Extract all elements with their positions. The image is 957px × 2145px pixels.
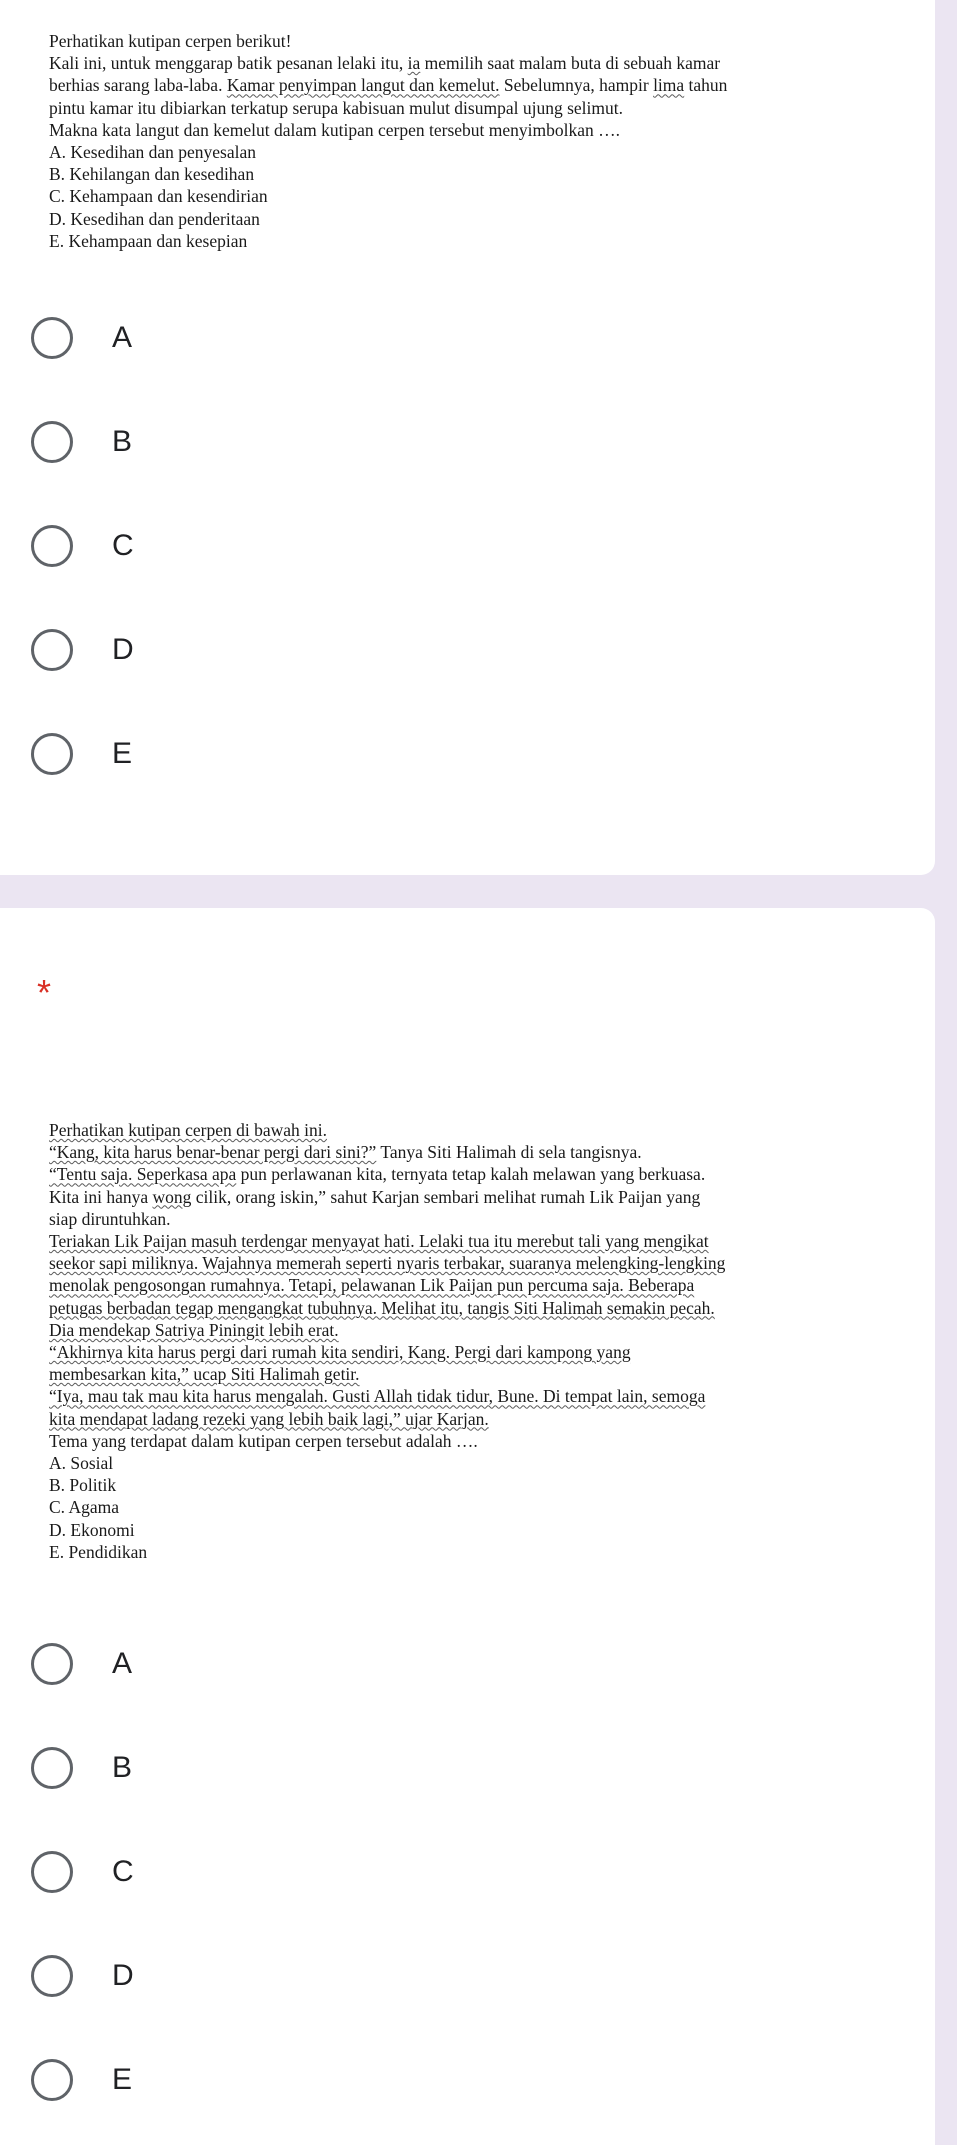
passage-segment-underlined: “Tentu saja. Seperkasa apa [49, 1164, 237, 1185]
passage-segment: cilik, orang iskin,” sahut Karjan sembari melihat rumah Lik Paijan yang [191, 1186, 701, 1207]
question-2-passage-line: Dia mendekap Satriya Piningit lebih erat. [49, 1319, 339, 1340]
question-2-passage-line: menolak pengosongan rumahnya. Tetapi, pelawanan Lik Paijan pun percuma saja. Beberapa [49, 1275, 695, 1296]
question-1-choice: D. Kesedihan dan penderitaan [49, 208, 260, 229]
radio-button[interactable] [31, 1851, 73, 1893]
option-label: A [112, 1647, 133, 1680]
option-label: E [112, 2063, 133, 2096]
passage-segment: pun perlawanan kita, ternyata tetap kalah melawan yang berkuasa. [236, 1164, 706, 1185]
option-label: B [112, 425, 133, 458]
radio-button[interactable] [31, 733, 73, 775]
option-label: A [112, 321, 133, 354]
question-1-option-a[interactable] [0, 287, 935, 391]
radio-button[interactable] [31, 1643, 73, 1685]
radio-button[interactable] [31, 629, 73, 671]
option-label: B [112, 1751, 133, 1784]
question-2-choice: D. Ekonomi [49, 1519, 135, 1540]
passage-segment-underlined: ia [407, 53, 421, 74]
question-2-option-e[interactable] [0, 2029, 935, 2133]
question-2-passage-line: Teriakan Lik Paijan masuh terdengar menyayat hati. Lelaki tua itu merebut tali yang mengikat [49, 1231, 709, 1252]
question-1-choice: E. Kehampaan dan kesepian [49, 230, 248, 251]
question-1-choice: B. Kehilangan dan kesedihan [49, 164, 255, 185]
question-1-radio-group [0, 287, 935, 807]
question-1-option-b[interactable] [0, 391, 935, 495]
question-2-text [49, 1119, 929, 1563]
option-label: D [112, 633, 134, 666]
question-card-1 [0, 0, 935, 875]
passage-segment: memilih saat malam buta di sebuah kamar [420, 53, 721, 74]
question-1-text [49, 30, 929, 252]
option-label: C [112, 1855, 134, 1888]
question-2-passage-line: petugas berbadan tegap mengangkat tubuhnya. Melihat itu, tangis Siti Halimah semakin pecah. [49, 1297, 715, 1318]
passage-segment: Kali ini, untuk menggarap batik pesanan lelaki itu, [49, 53, 408, 74]
question-2-option-d[interactable] [0, 1925, 935, 2029]
passage-segment: tahun [684, 75, 728, 96]
option-label: E [112, 737, 133, 770]
question-2-choice: C. Agama [49, 1497, 119, 1518]
passage-segment: Kita ini hanya [49, 1186, 153, 1207]
required-asterisk: * [37, 972, 52, 1013]
question-2-passage-line [49, 1141, 929, 1163]
option-label: D [112, 1959, 134, 1992]
question-2-option-a[interactable] [0, 1613, 935, 1717]
passage-segment-underlined: wong [152, 1186, 192, 1207]
question-2-passage-line: “Akhirnya kita harus pergi dari rumah kita sendiri, Kang. Pergi dari kampong yang [49, 1342, 631, 1363]
passage-segment-underlined: lima [653, 75, 685, 96]
question-1-passage-line: pintu kamar itu dibiarkan terkatup serupa kabisuan mulut disumpal ujung selimut. [49, 97, 623, 118]
radio-button[interactable] [31, 525, 73, 567]
radio-button[interactable] [31, 2059, 73, 2101]
question-2-passage-line: seekor sapi miliknya. Wajahnya memerah seperti nyaris terbakar, suaranya melengking-lengking [49, 1253, 726, 1274]
question-1-passage-line [49, 52, 929, 74]
question-2-radio-group [0, 1613, 935, 2133]
radio-button[interactable] [31, 1955, 73, 1997]
question-2-choice: E. Pendidikan [49, 1541, 148, 1562]
question-1-choice: C. Kehampaan dan kesendirian [49, 186, 268, 207]
question-2-choice: A. Sosial [49, 1453, 114, 1474]
passage-segment: Tanya Siti Halimah di sela tangisnya. [376, 1142, 642, 1163]
question-2-prompt: Tema yang terdapat dalam kutipan cerpen tersebut adalah …. [49, 1430, 478, 1451]
question-2-passage-line [49, 1163, 929, 1185]
question-1-choice: A. Kesedihan dan penyesalan [49, 142, 257, 163]
question-2-passage-line: membesarkan kita,” ucap Siti Halimah getir. [49, 1364, 360, 1385]
radio-button[interactable] [31, 317, 73, 359]
question-2-passage-line [49, 1186, 929, 1208]
passage-segment-underlined: Kamar penyimpan langut dan kemelut. [226, 75, 500, 96]
question-1-option-e[interactable] [0, 703, 935, 807]
passage-segment: Sebelumnya, hampir [499, 75, 654, 96]
passage-segment: berhias sarang laba-laba. [49, 75, 227, 96]
passage-segment-underlined: “Kang, kita harus benar-benar pergi dari sini?” [49, 1142, 377, 1163]
radio-button[interactable] [31, 1747, 73, 1789]
question-1-option-c[interactable] [0, 495, 935, 599]
question-2-choice: B. Politik [49, 1475, 117, 1496]
question-2-option-c[interactable] [0, 1821, 935, 1925]
question-1-intro: Perhatikan kutipan cerpen berikut! [49, 31, 292, 51]
question-2-passage-line: kita mendapat ladang rezeki yang lebih baik lagi,” ujar Karjan. [49, 1408, 489, 1429]
question-1-prompt: Makna kata langut dan kemelut dalam kutipan cerpen tersebut menyimbolkan …. [49, 119, 621, 140]
question-2-option-b[interactable] [0, 1717, 935, 1821]
radio-button[interactable] [31, 421, 73, 463]
question-2-passage-line: siap diruntuhkan. [49, 1208, 171, 1229]
option-label: C [112, 529, 134, 562]
question-1-option-d[interactable] [0, 599, 935, 703]
question-2-passage-line: “Iya, mau tak mau kita harus mengalah. Gusti Allah tidak tidur, Bune. Di tempat lain, semoga [49, 1386, 706, 1407]
question-1-passage-line [49, 74, 929, 96]
question-2-intro: Perhatikan kutipan cerpen di bawah ini. [49, 1120, 327, 1140]
